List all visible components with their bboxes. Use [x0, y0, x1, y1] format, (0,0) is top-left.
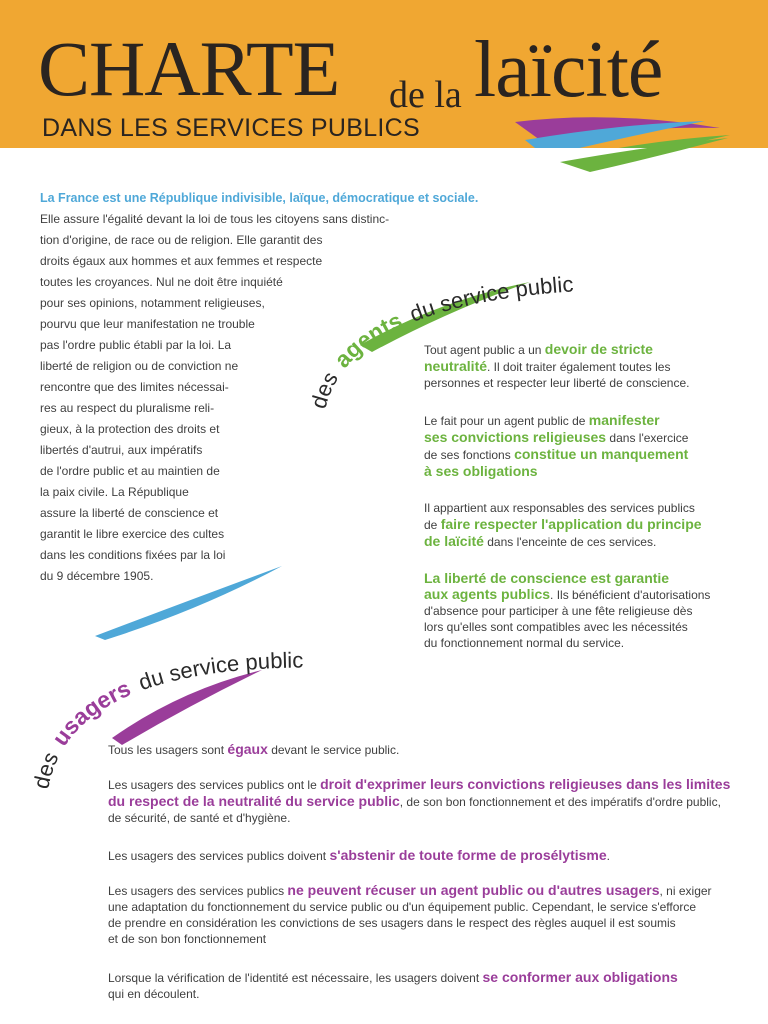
intro-line: pas l'ordre public établi par la loi. La: [40, 338, 232, 352]
usagers-paragraph-5: [108, 969, 678, 1002]
intro-line: rencontre que des limites nécessai-: [40, 380, 229, 394]
text-run: de: [424, 518, 441, 532]
text-run: .: [606, 849, 610, 863]
text-run: . Il doit traiter également toutes les: [487, 360, 671, 374]
text-run: , ni exiger: [659, 884, 712, 898]
text-line: une adaptation du fonctionnement du service public ou d'un équipement public. Cependant, le service s'efforce: [108, 900, 697, 914]
text-line: personnes et respecter leur liberté de conscience.: [424, 376, 690, 390]
intro-line: toutes les croyances. Nul ne doit être inquiété: [40, 275, 283, 289]
intro-line: pour ses opinions, notamment religieuses,: [40, 296, 265, 310]
highlight-ne-peuvent-recuser: ne peuvent récuser un agent public ou d'autres usagers: [287, 882, 660, 898]
title-laicite: laïcité: [474, 26, 663, 114]
text-run: Les usagers des services publics ont le: [108, 778, 321, 792]
intro-line: du 9 décembre 1905.: [40, 569, 154, 583]
highlight-se-conformer: se conformer aux obligations: [482, 969, 678, 985]
text-run: Tous les usagers sont: [108, 743, 228, 757]
agents-heading-keyword: agents: [328, 307, 407, 373]
highlight-convictions: ses convictions religieuses: [424, 429, 607, 445]
usagers-heading-des: des: [28, 748, 64, 791]
agents-heading-des: des: [305, 367, 343, 412]
usagers-heading-rest: du service public: [135, 647, 304, 696]
intro-line: dans les conditions fixées par la loi: [40, 548, 226, 562]
text-line: de prendre en considération les convictions de ses usagers dans le respect des règles auquel il est soumis: [108, 916, 676, 930]
text-line: et de son bon fonctionnement: [108, 932, 267, 946]
highlight-obligations: à ses obligations: [424, 463, 538, 479]
highlight-liberte-conscience: La liberté de conscience est garantie: [424, 570, 670, 586]
blue-swoosh-left: [95, 566, 282, 640]
intro-line: liberté de religion ou de conviction ne: [40, 359, 239, 373]
highlight-proselytisme: s'abstenir de toute forme de prosélytisme: [329, 847, 607, 863]
text-line: lors qu'elles sont compatibles avec les nécessités: [424, 620, 688, 634]
text-line: de sécurité, de santé et d'hygiène.: [108, 811, 291, 825]
text-run: dans l'enceinte de ces services.: [483, 535, 657, 549]
text-run: devant le service public.: [267, 743, 400, 757]
intro-line: pourvu que leur manifestation ne trouble: [40, 317, 255, 331]
usagers-paragraph-3: [108, 847, 610, 864]
title-charte: CHARTE: [38, 25, 340, 112]
usagers-paragraph-4: [108, 882, 712, 947]
intro-line: tion d'origine, de race ou de religion. Elle garantit des: [40, 233, 323, 247]
highlight-egaux: égaux: [227, 741, 268, 757]
text-run: Lorsque la vérification de l'identité est nécessaire, les usagers doivent: [108, 971, 483, 985]
highlight-respect-neutralite: du respect de la neutralité du service public: [108, 793, 400, 809]
intro-lead: La France est une République indivisible, laïque, démocratique et sociale.: [40, 191, 479, 205]
highlight-devoir: devoir de stricte: [544, 341, 653, 357]
usagers-paragraph-1: [108, 741, 399, 758]
text-line: du fonctionnement normal du service.: [424, 636, 625, 650]
highlight-manifester: manifester: [588, 412, 660, 428]
highlight-laicite: de laïcité: [424, 533, 484, 549]
highlight-droit-exprimer: droit d'exprimer leurs convictions religieuses dans les limites: [320, 776, 731, 792]
text-line: qui en découlent.: [108, 987, 200, 1001]
title-de-la: de la: [389, 74, 462, 116]
intro-line: garantit le libre exercice des cultes: [40, 527, 225, 541]
intro-line: libertés d'autrui, aux impératifs: [40, 443, 203, 457]
highlight-manquement: constitue un manquement: [514, 446, 689, 462]
text-line: d'absence pour participer à une fête religieuse dès: [424, 604, 693, 618]
highlight-agents-publics: aux agents publics: [424, 586, 551, 602]
intro-line: la paix civile. La République: [40, 485, 189, 499]
agents-heading-rest: du service public: [406, 271, 575, 327]
text-run: Les usagers des services publics: [108, 884, 288, 898]
intro-line: de l'ordre public et au maintien de: [40, 464, 220, 478]
text-run: de ses fonctions: [424, 448, 515, 462]
highlight-neutralite: neutralité: [424, 358, 488, 374]
usagers-paragraph-2: [108, 776, 730, 826]
intro-line: res au respect du pluralisme reli-: [40, 401, 215, 415]
text-run: dans l'exercice: [606, 431, 689, 445]
intro-line: assure la liberté de conscience et: [40, 506, 219, 520]
highlight-faire-respecter: faire respecter l'application du principe: [440, 516, 702, 532]
text-run: , de son bon fonctionnement et des impératifs d'ordre public,: [399, 795, 721, 809]
text-run: Les usagers des services publics doivent: [108, 849, 330, 863]
text-run: Le fait pour un agent public de: [424, 414, 589, 428]
text-run: Tout agent public a un: [424, 343, 545, 357]
intro-line: Elle assure l'égalité devant la loi de tous les citoyens sans distinc-: [40, 212, 390, 226]
usagers-heading-keyword: usagers: [46, 674, 135, 751]
text-line: Il appartient aux responsables des services publics: [424, 501, 695, 515]
text-run: . Ils bénéficient d'autorisations: [550, 588, 711, 602]
intro-line: droits égaux aux hommes et aux femmes et respecte: [40, 254, 323, 268]
intro-line: gieux, à la protection des droits et: [40, 422, 220, 436]
subtitle: DANS LES SERVICES PUBLICS: [42, 114, 421, 142]
